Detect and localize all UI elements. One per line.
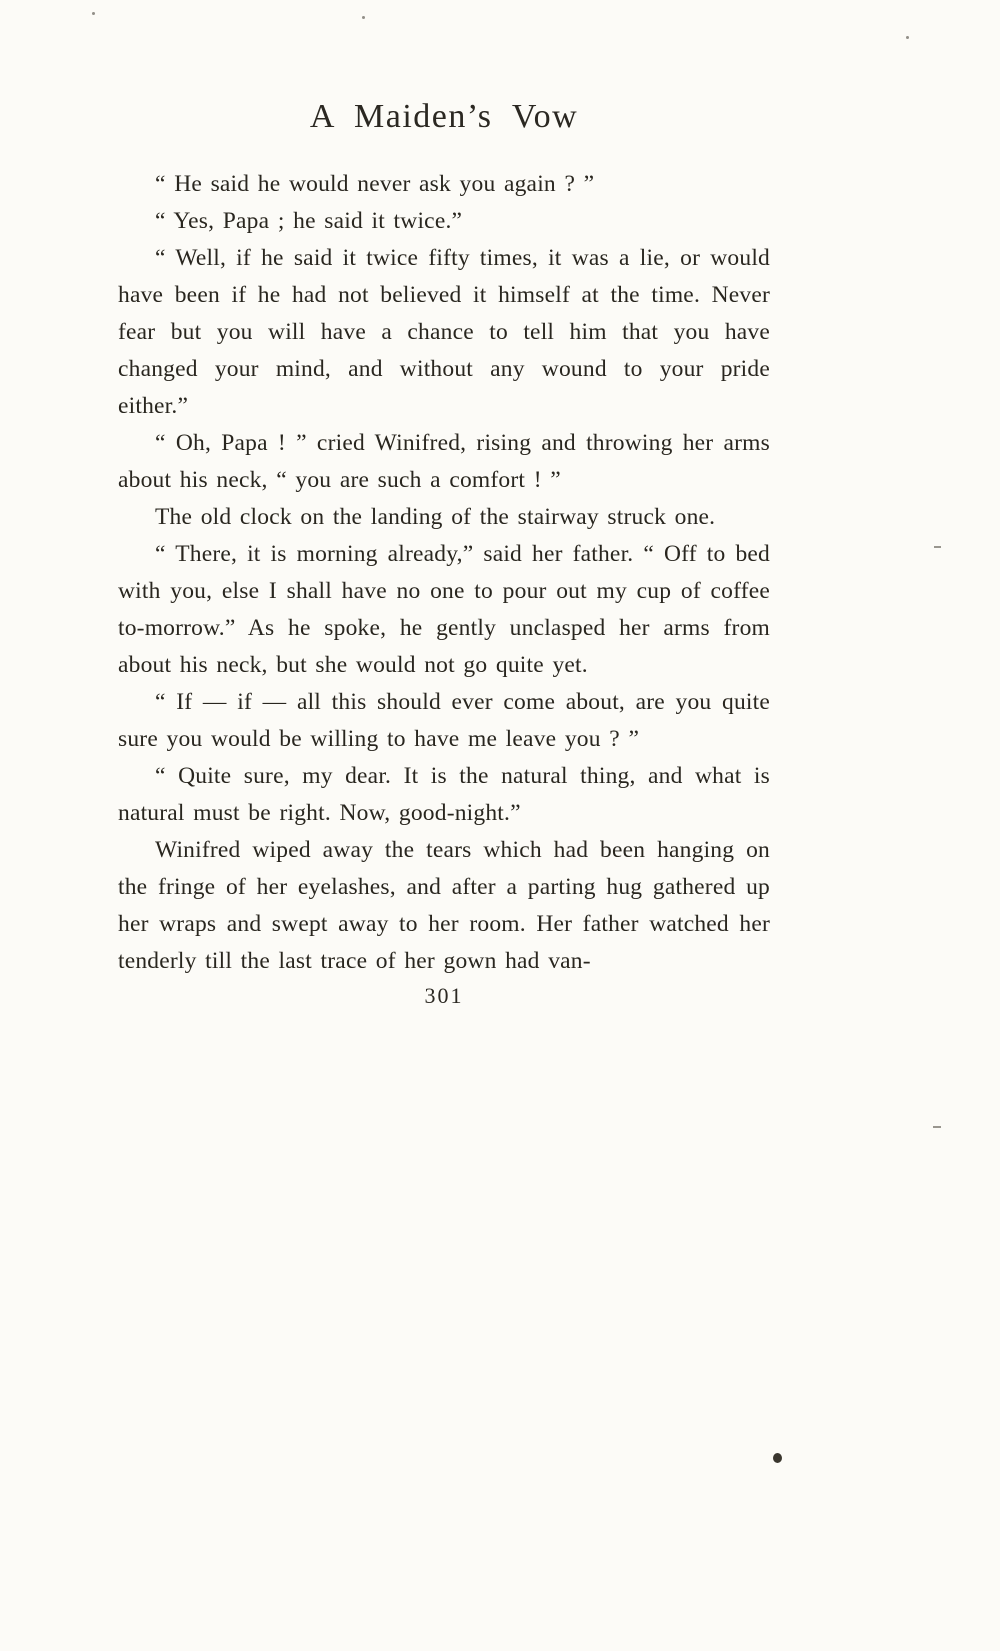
paragraph: “ He said he would never ask you again ? ” [155,171,595,197]
book-page [118,98,770,1009]
paragraph: “ Oh, Papa ! ” cried Winifred, rising and throwing her arms about his neck, “ you are such a comfort ! ” [118,430,770,493]
scan-speck [92,12,95,15]
scan-ink-dot [773,1453,782,1463]
paragraph: Winifred wiped away the tears which had been hanging on the fringe of her eyelashes, and after a parting hug gathered up her wraps and swept away to her room. Her father watched her tenderly till the last trace of her gown had van- [118,837,770,974]
paragraph: “ There, it is morning already,” said her father. “ Off to bed with you, else I shall have no one to pour out my cup of coffee to-morrow.” As he spoke, he gently unclasped her arms from about his neck, but she would not go quite yet. [118,541,770,678]
scan-edge-mark [934,546,941,548]
paragraph: “ Quite sure, my dear. It is the natural thing, and what is natural must be right. Now, good-night.” [118,763,770,826]
paragraph: The old clock on the landing of the stairway struck one. [155,504,716,530]
scan-speck [362,16,365,19]
scan-speck [906,36,909,39]
body-text [118,166,770,980]
page-number: 301 [424,983,464,1008]
page-title: A Maiden’s Vow [309,98,579,135]
paragraph: “ Yes, Papa ; he said it twice.” [155,208,463,234]
paragraph: “ Well, if he said it twice fifty times, it was a lie, or would have been if he had not believed it himself at the time. Never fear but you will have a chance to tell him that you have changed your mind, and without any wound to your pride either.” [118,245,770,419]
scan-edge-mark [933,1126,941,1128]
paragraph: “ If — if — all this should ever come about, are you quite sure you would be willing to have me leave you ? ” [118,689,770,752]
